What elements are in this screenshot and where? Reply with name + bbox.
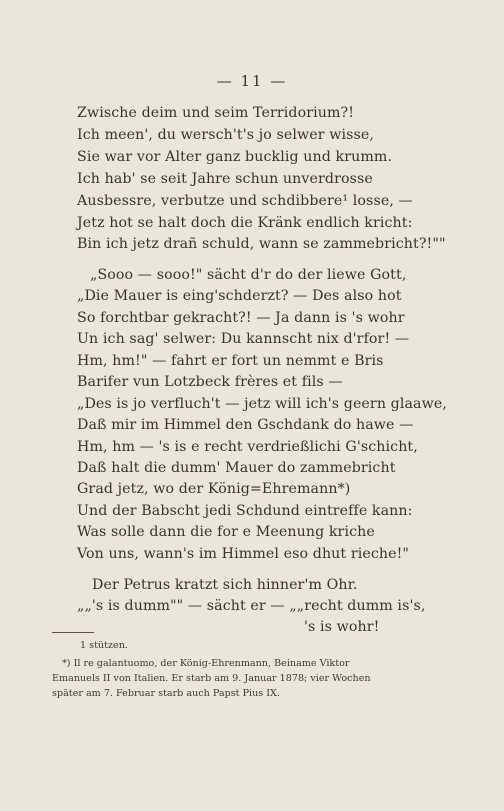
poem-line: Der Petrus kratzt sich hinner'm Ohr.: [92, 577, 358, 593]
poem-line: Hm, hm!" — fahrt er fort un nemmt e Bris: [77, 353, 384, 369]
poem-line: Daß mir im Himmel den Gschdank do hawe —: [77, 417, 414, 433]
poem-line: „Sooo — sooo!" sächt d'r do der liewe Gott,: [90, 267, 407, 283]
poem-line: Un ich sag' selwer: Du kannscht nix d'rfor! —: [77, 331, 410, 347]
poem-line: Ich hab' se seit Jahre schun unverdrosse: [77, 171, 373, 187]
footnote: später am 7. Februar starb auch Papst Pius IX.: [52, 688, 280, 699]
poem-line: „Die Mauer is eing'schderzt? — Des also hot: [77, 288, 402, 304]
poem-line: Was solle dann die for e Meenung kriche: [77, 524, 375, 540]
poem-line: „„'s is dumm"" — sächt er — „„recht dumm is's,: [77, 598, 426, 614]
poem-line: „Des is jo verfluch't — jetz will ich's geern glaawe,: [77, 396, 447, 412]
poem-line: Hm, hm — 's is e recht verdrießlichi G'schicht,: [77, 439, 418, 455]
poem-line: Zwische deim und seim Terridorium?!: [77, 105, 355, 121]
poem-line: Sie war vor Alter ganz bucklig und krumm.: [77, 149, 393, 165]
footnote: Emanuels II von Italien. Er starb am 9. Januar 1878; vier Wochen: [52, 673, 371, 684]
poem-line: Ich meen', du wersch't's jo selwer wisse,: [77, 127, 374, 143]
poem-line: So forchtbar gekracht?! — Ja dann is 's wohr: [77, 310, 405, 326]
poem-line: Barifer vun Lotzbeck frères et fils —: [77, 374, 343, 390]
poem-line: 's is wohr!: [304, 619, 380, 635]
poem-line: Bin ich jetz drañ schuld, wann se zammebricht?!"": [77, 236, 446, 252]
footnote: *) Il re galantuomo, der König-Ehrenmann, Beiname Viktor: [62, 658, 350, 669]
poem-line: Daß halt die dumm' Mauer do zammebricht: [77, 460, 396, 476]
footnote-divider: [52, 632, 94, 633]
footnote: 1 stützen.: [80, 640, 128, 651]
poem-line: Von uns, wann's im Himmel eso dhut rieche!": [77, 546, 410, 562]
poem-line: Grad jetz, wo der König=Ehremann*): [77, 481, 351, 497]
poem-line: Ausbessre, verbutze und schdibbere¹ losse, —: [77, 193, 413, 209]
poem-line: Und der Babscht jedi Schdund eintreffe kann:: [77, 503, 413, 519]
poem-line: Jetz hot se halt doch die Kränk endlich kricht:: [77, 215, 413, 231]
page-number: — 11 —: [216, 72, 288, 90]
